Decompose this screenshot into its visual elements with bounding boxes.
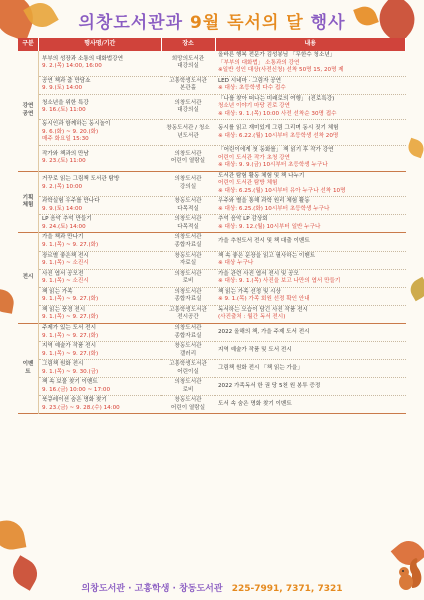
maple-leaf-icon [407,277,424,302]
content-sub: 어린이 도서관 작가 초청 강연 ※ 대상: 9. 9.(금) 10시부터 초등학생 누구나 [218,154,328,169]
content-main: 「나를 찾아 떠나는 미래로의 여행」 (진로특강) [218,95,335,102]
content-cell [215,342,406,360]
content-sub: ※ 대상: 6.22.(월) 10시부터 초등학생 선착 20명 [218,132,339,139]
event-name: 청소년을 위한 특강 [42,99,89,106]
table-row [18,269,406,287]
content-main: 독서하는 모습이 담긴 사진 작품 전시 [218,306,308,313]
footer-tel: 225-7991, 7371, 7321 [231,584,343,594]
event-name: 지역 예술가 작품 전시 [42,343,96,350]
content-cell [215,146,406,172]
event-date: 9. 9.(토) 14:00 [42,85,83,92]
event-name: 가을 책과 만나기 [42,234,84,241]
event-cell [39,120,162,146]
content-main: 추억 음악 LP 감상회 [218,216,268,223]
event-name: 책 읽는 가족 [42,288,73,295]
event-cell [39,197,162,215]
footer [0,581,424,594]
event-date: 9. 1.(목) ~ 소진시 [42,278,89,285]
title-part-2: 9월 독서의 달 [189,13,304,33]
content-cell [215,269,406,287]
event-name: 부부의 성장과 소통의 대화법강연 [42,55,123,62]
content-main: 2022 올해의 책, 가을 주제 도서 전시 [218,328,310,335]
content-sub: ※ 대상: 9. 1.(목) 사진을 보고 나만의 엽서 만들기 [218,278,341,285]
content-main: 우주와 별을 통해 과학 원리 체험 활동 [218,198,310,205]
event-date: 9. 1.(목) ~ 9. 27.(화) [42,350,99,357]
table-row [18,215,406,233]
event-name: 사진 엽서 공모전 [42,270,84,277]
content-sub: 「부부의 대화법」 소통과의 강연 ※일반 성인 대상(사전신청) 선착 50명 15, 20명 제 [218,59,344,74]
content-cell [215,360,406,378]
table-row [18,342,406,360]
event-name: LP 음악 추억 만들기 [42,216,92,223]
event-date: 9. 16.(금) 10:00 ~ 17:00 [42,386,111,393]
event-date: 9. 23.(금) ~ 9. 28.(수) 14:00 [42,404,120,411]
event-name: 책 읽는 풍경 전시 [42,306,86,313]
footer-org: 의창도서관 · 고흥학생 · 창동도서관 [81,584,223,594]
content-cell [215,378,406,396]
content-cell [215,120,406,146]
event-date: 9. 23.(토) 11:00 [42,158,86,165]
event-place: 의창도서관 다목적실 [174,216,202,230]
content-cell [215,197,406,215]
content-main: 그림책 원화 전시 「책 읽는 가을」 [218,364,303,371]
table-row [18,233,406,251]
event-cell [39,51,162,76]
event-date: 9. 16.(토) 11:00 [42,107,86,114]
table-row [18,76,406,94]
event-place: 의창도서관 종합자료실 [174,288,202,303]
event-date: 9. 1.(목) ~ 9. 27.(화) [42,242,99,249]
event-place: 의창도서관 종합자료실 [174,324,202,339]
content-cell [215,233,406,251]
event-place: 의창도서관 강의실 [174,176,202,190]
event-cell [39,94,162,120]
event-place: 창동도서관 자료실 [174,252,202,267]
table-row [18,360,406,378]
content-main: 책 읽는 가족 선정 및 시상 [218,288,281,295]
content-sub: ※ 9. 1.(목) 가족 회원 선정 확인 안내 [218,296,310,303]
content-cell [215,323,406,341]
table-row [18,323,406,341]
event-name: 거꾸로 읽는 그림책 도서관 탐방 [42,176,120,183]
event-date: 9. 1.(목) ~ 9. 27.(화) [42,314,99,321]
content-sub: 어린이 도서관 탐방 체험 ※ 대상: 6.25.(월) 10시부터 유아 누구나 선착 10명 [218,180,346,194]
event-date: 9. 1.(목) ~ 9. 27.(화) [42,296,99,303]
event-cell [39,233,162,251]
content-sub: ※ 대상: 6.25.(화) 10시부터 초등학생 누구나 [218,205,330,212]
poster-title [0,8,424,33]
event-cell [39,305,162,323]
content-sub: 청소년 이야기 마당 진로 강연 ※ 대상: 9. 1.(목) 10:00 사전 선착순 30명 접수 [218,103,337,117]
category-label: 이벤트 [18,323,39,413]
event-name: 그림책 원화 전시 [42,361,84,368]
event-cell [39,171,162,197]
event-cell [39,287,162,305]
header-category: 구분 [18,38,39,51]
table-row [18,396,406,414]
event-cell [39,360,162,378]
event-place: 고흥학생도서관 어린이실 [169,361,207,375]
category-label: 강연 공연 [18,51,39,171]
table-row [18,146,406,172]
maple-leaf-icon [0,518,26,553]
event-place: 창동도서관 / 청소년도서관 [166,125,210,139]
content-main: 도서관 탐험 활동 체험 및 책 나누기 [218,172,305,179]
table-row [18,51,406,76]
event-name: 장르별 좋은책 전시 [42,252,89,259]
event-name: 책 속 보물 찾기 이벤트 [42,379,98,386]
event-cell [39,146,162,172]
content-cell [215,287,406,305]
category-label: 기획 체험 [18,171,39,233]
event-name: 작가와 책과의 만남 [42,150,89,157]
content-sub: ※ 대상: 초등학생 다수 접수 [218,85,286,92]
content-main: 가을 추천도서 전시 및 책 대출 이벤트 [218,238,310,245]
event-cell [39,269,162,287]
event-cell [39,215,162,233]
event-cell [39,396,162,414]
event-place: 의창도서관 대강의실 [174,99,202,114]
content-main: 도서 속 숨은 명화 찾기 이벤트 [218,401,292,408]
content-main: 동시를 읽고 재미있게 그림 그리며 동시 짓기 체험 [218,125,339,132]
event-table [18,38,406,414]
event-place: 고흥학생도서관 본관홀 [169,77,207,92]
content-sub: (사진출처 : 월간 독서 전시) [218,314,286,321]
content-cell [215,215,406,233]
content-main: 「어린이에게 첫 동화를」 책 읽기 후 작가 강연 [218,147,334,154]
event-place: 의창도서관 로비 [174,379,202,393]
category-label: 전시 [18,233,39,323]
content-main: LED 시네마 · 그림자 공연 [218,77,282,84]
content-main: 지역 예술가 작품 및 도서 전시 [218,346,292,353]
content-cell [215,251,406,269]
event-place: 의창도서관 어린이 열람실 [170,150,206,165]
table-row [18,120,406,146]
content-sub: ※ 대상 누구나 [218,260,254,267]
table-row [18,94,406,120]
event-cell [39,378,162,396]
header-content: 내용 [215,38,406,51]
event-date: 9. 2.(목) 14:00, 16:00 [42,63,102,70]
table-row [18,378,406,396]
title-part-1: 의창도서관과 [78,13,184,33]
title-part-3: 행사 [310,13,346,33]
event-place: 고흥학생도서관 전시공간 [169,306,207,321]
event-date: 9. 2.(목) 10:00 [42,183,83,190]
event-name: 동시인과 함께하는 동시놀이 [42,121,111,128]
event-date: 9. 1.(목) ~ 소진시 [42,260,89,267]
event-place: 의창도서관 종합자료실 [174,234,202,249]
event-date: 9. 1.(목) ~ 9. 27.(화) [42,332,99,339]
content-cell [215,94,406,120]
table-row [18,171,406,197]
event-name: 공연 책과 춤 만담쇼 [42,77,91,84]
maple-leaf-icon [0,288,16,313]
event-cell [39,251,162,269]
content-main: 책 속 좋은 문장을 읽고 필사하는 이벤트 [218,252,316,259]
content-main: 가을 관련 사진 엽서 전시 및 공모 [218,270,299,277]
event-place: 창동도서관 다목적실 [174,198,202,212]
event-place: 창동도서관 어린이 열람실 [170,397,206,411]
event-date: 9. 1.(목) ~ 9. 30.(금) [42,368,99,375]
event-place: 창동도서관 갤러리 [174,343,202,357]
content-sub: ※ 대상: 9. 12.(월) 10시부터 일반 누구나 [218,223,321,230]
event-place: 희망의도서관 대강의실 [171,55,205,70]
event-cell [39,342,162,360]
event-date: 9. 24.(토) 14:00 [42,223,86,230]
event-name: 북큐레이션 숨은 명화 찾기 [42,397,107,404]
table-row [18,287,406,305]
event-name: 과학실험 우주를 만나다 [42,198,100,205]
event-date: 9. 6.(화) ~ 9. 20.(화) 매주 화요일 15:30 [42,128,99,143]
header-event: 행사명/기간 [39,38,162,51]
header-place: 장소 [161,38,215,51]
event-place: 의창도서관 로비 [174,270,202,285]
content-main: 올바른 행복 전문가 김성봉님 「무한수 청소년」 [218,52,336,58]
content-cell [215,76,406,94]
event-name: 주제가 있는 도서 전시 [42,324,96,331]
content-cell [215,171,406,197]
event-cell [39,76,162,94]
content-cell [215,51,406,76]
maple-leaf-icon [406,138,424,159]
table-header [18,38,406,51]
content-cell [215,305,406,323]
table-row [18,197,406,215]
table-row [18,305,406,323]
event-cell [39,323,162,341]
table-row [18,251,406,269]
content-cell [215,396,406,414]
content-main: 2022 가족독서 한 권 당 5천 원 봉투 증정 [218,383,321,389]
event-date: 9. 9.(토) 14:00 [42,205,83,212]
